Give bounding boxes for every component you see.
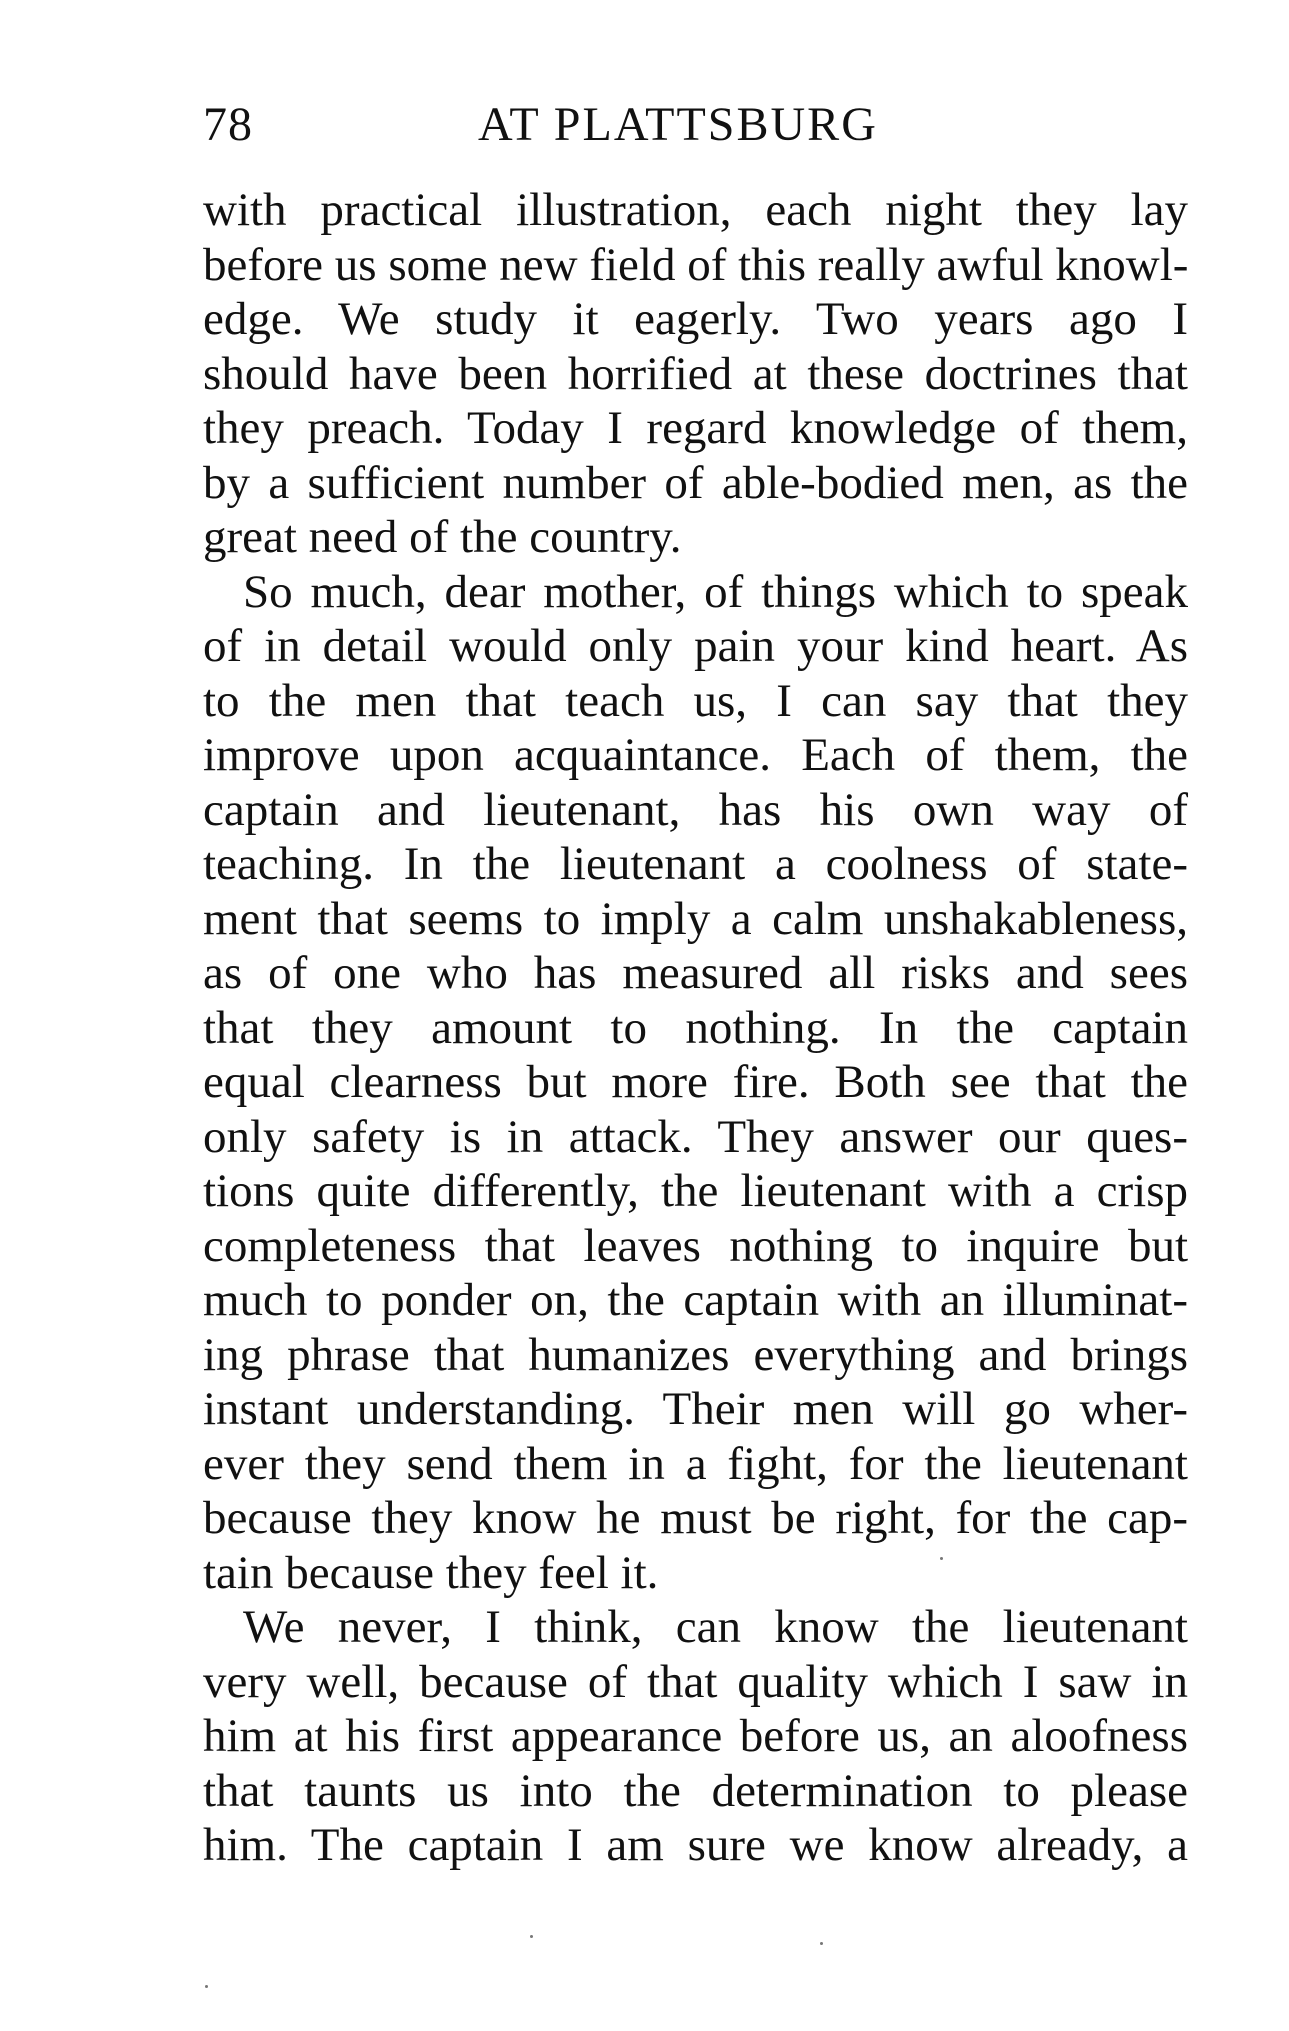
- text-line: ing phrase that humanizes everything and brings: [203, 1328, 1188, 1381]
- text-line: him at his first appearance before us, an aloofness: [203, 1710, 1188, 1762]
- text-line: with practical illustration, each night they lay: [203, 184, 1188, 236]
- text-line: before us some new field of this really awful knowl-: [203, 238, 1189, 291]
- text-line: teaching. In the lieutenant a coolness of state-: [203, 838, 1188, 890]
- text-line: equal clearness but more fire. Both see that the: [203, 1056, 1188, 1108]
- text-line: much to ponder on, the captain with an illuminat-: [203, 1274, 1188, 1326]
- text-line: of in detail would only pain your kind heart. As: [203, 620, 1188, 672]
- text-line: great need of the country.: [203, 511, 682, 563]
- print-speck: [205, 1985, 208, 1988]
- text-line: should have been horrified at these doctrines that: [203, 347, 1188, 400]
- text-line: very well, because of that quality which I saw in: [203, 1655, 1188, 1708]
- text-line: that taunts us into the determination to please: [203, 1764, 1188, 1817]
- text-line: captain and lieutenant, has his own way of: [203, 783, 1188, 836]
- text-line: to the men that teach us, I can say that they: [203, 674, 1188, 727]
- print-speck: [820, 1942, 823, 1945]
- text-line: because they know he must be right, for the cap-: [203, 1492, 1188, 1544]
- paragraph-3: [203, 1600, 1188, 1873]
- text-line: completeness that leaves nothing to inquire but: [203, 1219, 1188, 1272]
- running-head: [203, 95, 1188, 155]
- text-line: ment that seems to imply a calm unshakableness,: [203, 892, 1188, 945]
- print-speck: [940, 1557, 943, 1560]
- running-head-title: AT PLATTSBURG: [478, 98, 878, 151]
- text-line: improve upon acquaintance. Each of them, the: [203, 729, 1188, 781]
- text-line: that they amount to nothing. In the captain: [203, 1001, 1188, 1054]
- text-line: only safety is in attack. They answer our ques-: [203, 1110, 1188, 1163]
- text-line: as of one who has measured all risks and sees: [203, 947, 1188, 999]
- text-line: ever they send them in a fight, for the lieutenant: [203, 1437, 1188, 1490]
- paragraph-1: [203, 183, 1188, 565]
- text-line: So much, dear mother, of things which to speak: [243, 565, 1188, 618]
- print-speck: [530, 1935, 533, 1938]
- text-line: him. The captain I am sure we know already, a: [203, 1819, 1188, 1871]
- text-line: We never, I think, can know the lieutenant: [243, 1601, 1188, 1653]
- body-text: [203, 183, 1188, 1873]
- text-line: tain because they feel it.: [203, 1546, 659, 1599]
- text-line: they preach. Today I regard knowledge of them,: [203, 402, 1188, 454]
- text-line: by a sufficient number of able-bodied men, as the: [203, 456, 1188, 509]
- paragraph-2: [203, 565, 1188, 1601]
- text-line: edge. We study it eagerly. Two years ago I: [203, 293, 1188, 345]
- text-line: tions quite differently, the lieutenant with a crisp: [203, 1165, 1188, 1217]
- page-number: 78: [203, 98, 253, 151]
- text-line: instant understanding. Their men will go wher-: [203, 1383, 1188, 1435]
